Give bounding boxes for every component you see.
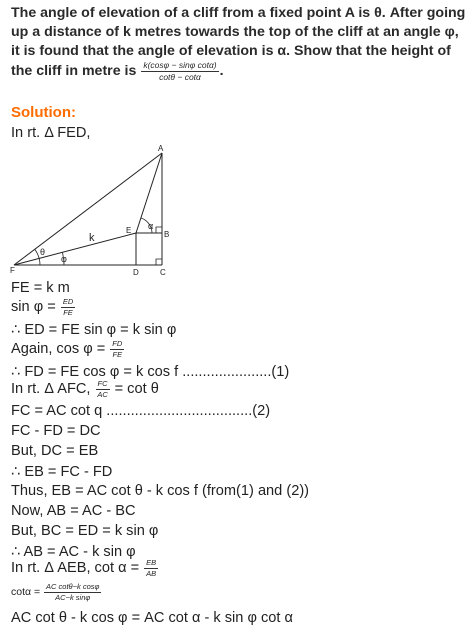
step-4-text: Again, cos φ = <box>11 340 110 357</box>
step-12: Now, AB = AC - BC <box>11 503 136 519</box>
height-formula <box>141 61 218 81</box>
label-e: E <box>126 226 132 235</box>
step-6-result: = cot θ <box>110 380 159 397</box>
fraction-denominator: FE <box>112 349 123 359</box>
fraction-numerator: EB <box>146 558 157 567</box>
line-fa <box>14 153 162 265</box>
label-f: F <box>10 266 15 275</box>
question <box>11 4 471 81</box>
step-16-fraction <box>44 583 101 601</box>
step-15 <box>11 559 159 577</box>
fraction-numerator: FD <box>112 339 123 348</box>
question-text: The angle of elevation of a cliff from a fixed point A is θ. After going up a distance of k metres towards the top of the cliff at an angle φ, it is found that the angle of elevation is α. Show that the height of the cliff in metre is <box>11 5 466 79</box>
step-8: FC - FD = DC <box>11 423 101 439</box>
label-a: A <box>158 145 164 153</box>
step-2-text: sin φ = <box>11 298 60 315</box>
fraction-denominator: AC−k sinφ <box>55 592 91 602</box>
right-angle-c <box>156 259 162 265</box>
step-6-fraction <box>96 380 110 398</box>
step-2 <box>11 298 76 316</box>
intro-line: In rt. Δ FED, <box>11 125 91 141</box>
step-9: But, DC = EB <box>11 443 99 459</box>
label-alpha: α <box>148 221 154 231</box>
fraction-numerator: AC cotθ−k cosφ <box>46 582 100 591</box>
step-15-fraction <box>144 559 158 577</box>
fraction-denominator: FE <box>63 307 73 317</box>
height-formula-numerator: k(cosφ − sinφ cotα) <box>143 60 217 70</box>
step-11: Thus, EB = AC cot θ - k cos f (from(1) and (2)) <box>11 483 310 499</box>
step-5: ∴ FD = FE cos φ = k cos f ......................(1) <box>11 364 290 380</box>
label-k: k <box>89 232 95 244</box>
step-1: FE = k m <box>11 280 70 296</box>
step-14: ∴ AB = AC - k sin φ <box>11 544 136 560</box>
label-c: C <box>160 268 166 277</box>
fraction-denominator: AC <box>97 389 108 399</box>
label-phi: φ <box>61 254 67 264</box>
step-15-text: In rt. Δ AEB, cot α = <box>11 559 144 576</box>
fraction-denominator: AB <box>146 568 157 578</box>
step-16-text: cotα = <box>11 585 44 598</box>
label-d: D <box>133 268 139 277</box>
question-end: . <box>219 62 224 79</box>
line-fe <box>14 233 136 265</box>
label-b: B <box>164 230 170 239</box>
height-formula-denominator: cotθ − cotα <box>159 71 201 82</box>
step-7: FC = AC cot q ....................................(2) <box>11 403 271 419</box>
label-theta: θ <box>40 247 46 257</box>
step-3: ∴ ED = FE sin φ = k sin φ <box>11 322 177 338</box>
step-2-fraction <box>61 298 75 316</box>
step-16 <box>11 583 102 601</box>
fraction-numerator: ED <box>62 297 74 306</box>
right-angle-b <box>156 227 162 233</box>
step-4-fraction <box>110 340 124 358</box>
fraction-numerator: FC <box>97 379 108 388</box>
step-10: ∴ EB = FC - FD <box>11 464 113 480</box>
step-6 <box>11 380 159 398</box>
step-6-text: In rt. Δ AFC, <box>11 380 95 397</box>
cliff-figure <box>0 145 180 277</box>
step-17: AC cot θ - k cos φ = AC cot α - k sin φ cot α <box>11 610 293 626</box>
step-13: But, BC = ED = k sin φ <box>11 523 159 539</box>
step-4 <box>11 340 125 358</box>
solution-heading: Solution: <box>11 104 76 121</box>
